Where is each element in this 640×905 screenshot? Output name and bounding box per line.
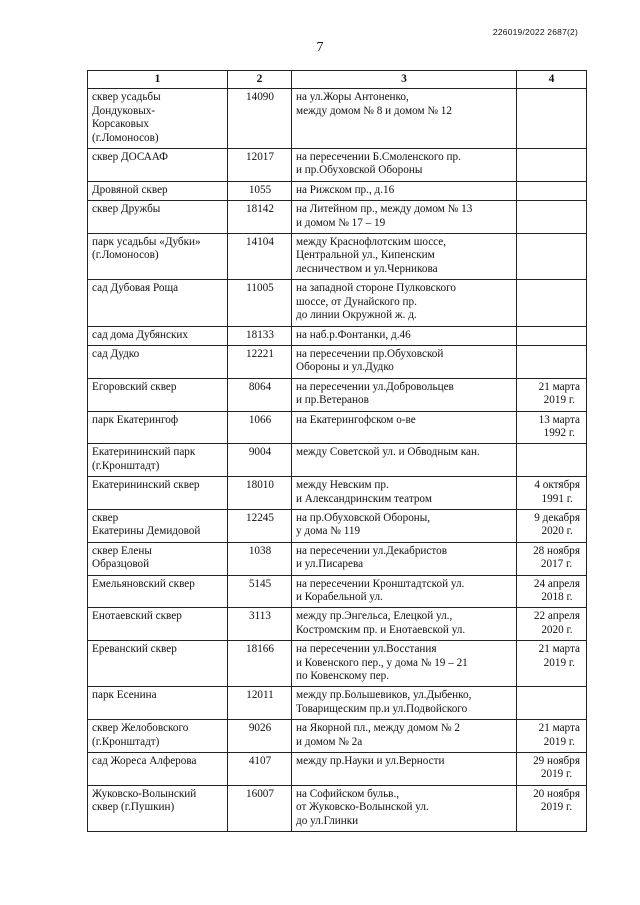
- cell-name: сквер Екатерины Демидовой: [88, 509, 228, 542]
- cell-location: на пересечении Кронштадтской ул. и Корабельной ул.: [292, 575, 517, 608]
- table-row: [88, 280, 587, 326]
- cell-date: [517, 201, 587, 234]
- table-row: [88, 378, 587, 411]
- cell-location: на пересечении ул.Декабристов и ул.Писарева: [292, 542, 517, 575]
- column-header: 4: [517, 71, 587, 89]
- cell-location: на пересечении пр.Обуховской Обороны и ул.Дудко: [292, 345, 517, 378]
- cell-name: Дровяной сквер: [88, 181, 228, 200]
- cell-location: на пересечении Б.Смоленского пр. и пр.Обуховской Обороны: [292, 149, 517, 182]
- date-value: 21 марта 2019 г.: [538, 643, 580, 669]
- table-row: [88, 608, 587, 641]
- cell-date: [517, 280, 587, 326]
- cell-date: [517, 326, 587, 345]
- date-value: 4 октября 1991 г.: [534, 479, 580, 505]
- cell-location: между Невским пр. и Александринским театром: [292, 477, 517, 510]
- cell-name: сад Дудко: [88, 345, 228, 378]
- cell-name: Енотаевский сквер: [88, 608, 228, 641]
- page-number: 7: [316, 40, 324, 55]
- table-row: [88, 509, 587, 542]
- cell-code: 14090: [228, 89, 292, 149]
- cell-name: Жуковско-Волынский сквер (г.Пушкин): [88, 785, 228, 831]
- table-row: [88, 687, 587, 720]
- cell-code: 16007: [228, 785, 292, 831]
- cell-date: [517, 753, 587, 786]
- cell-code: 12245: [228, 509, 292, 542]
- cell-name: парк Екатерингоф: [88, 411, 228, 444]
- cell-location: между пр.Науки и ул.Верности: [292, 753, 517, 786]
- cell-name: сквер Елены Образцовой: [88, 542, 228, 575]
- cell-location: между Краснофлотским шоссе, Центральной ул., Кипенским лесничеством и ул.Черникова: [292, 234, 517, 280]
- cell-code: 3113: [228, 608, 292, 641]
- cell-date: [517, 234, 587, 280]
- table-row: [88, 89, 587, 149]
- cell-date: [517, 785, 587, 831]
- table-row: [88, 575, 587, 608]
- table-row: [88, 181, 587, 200]
- cell-location: между Советской ул. и Обводным кан.: [292, 444, 517, 477]
- table-row: [88, 326, 587, 345]
- cell-date: [517, 641, 587, 687]
- cell-name: Екатерининский сквер: [88, 477, 228, 510]
- table-row: [88, 345, 587, 378]
- table-row: [88, 477, 587, 510]
- cell-date: [517, 411, 587, 444]
- cell-name: сад Дубовая Роща: [88, 280, 228, 326]
- cell-location: на Рижском пр., д.16: [292, 181, 517, 200]
- cell-location: между пр.Энгельса, Елецкой ул., Костромским пр. и Енотаевской ул.: [292, 608, 517, 641]
- cell-name: Ереванский сквер: [88, 641, 228, 687]
- cell-date: [517, 345, 587, 378]
- date-value: 13 марта 1992 г.: [538, 413, 580, 439]
- table-row: [88, 411, 587, 444]
- cell-location: на пересечении ул.Добровольцев и пр.Ветеранов: [292, 378, 517, 411]
- date-value: 9 декабря 2020 г.: [534, 511, 580, 538]
- cell-code: 18142: [228, 201, 292, 234]
- cell-code: 1055: [228, 181, 292, 200]
- table-row: [88, 444, 587, 477]
- cell-location: между пр.Большевиков, ул.Дыбенко, Товарищеским пр.и ул.Подвойского: [292, 687, 517, 720]
- column-header: 2: [228, 71, 292, 89]
- cell-code: 14104: [228, 234, 292, 280]
- cell-name: Екатерининский парк (г.Кронштадт): [88, 444, 228, 477]
- cell-code: 12017: [228, 149, 292, 182]
- table-row: [88, 234, 587, 280]
- table-row: [88, 149, 587, 182]
- cell-code: 12011: [228, 687, 292, 720]
- cell-name: парк усадьбы «Дубки» (г.Ломоносов): [88, 234, 228, 280]
- date-value: 29 ноября 2019 г.: [533, 755, 580, 781]
- date-value: 24 апреля 2018 г.: [533, 577, 580, 603]
- cell-date: [517, 542, 587, 575]
- cell-code: 9004: [228, 444, 292, 477]
- table-body: [88, 89, 587, 832]
- cell-date: [517, 181, 587, 200]
- cell-code: 1038: [228, 542, 292, 575]
- cell-code: 5145: [228, 575, 292, 608]
- cell-name: Емельяновский сквер: [88, 575, 228, 608]
- cell-date: [517, 149, 587, 182]
- cell-code: 11005: [228, 280, 292, 326]
- cell-name: парк Есенина: [88, 687, 228, 720]
- cell-date: [517, 378, 587, 411]
- cell-location: на Якорной пл., между домом № 2 и домом № 2а: [292, 720, 517, 753]
- date-value: 28 ноября 2017 г.: [533, 544, 580, 571]
- table-row: [88, 720, 587, 753]
- cell-code: 18133: [228, 326, 292, 345]
- cell-name: сквер Желобовского (г.Кронштадт): [88, 720, 228, 753]
- cell-name: Егоровский сквер: [88, 378, 228, 411]
- cell-location: на наб.р.Фонтанки, д.46: [292, 326, 517, 345]
- cell-name: сквер усадьбы Дондуковых- Корсаковых (г.Ломоносов): [88, 89, 228, 149]
- cell-code: 1066: [228, 411, 292, 444]
- parks-table: [87, 70, 587, 832]
- cell-code: 4107: [228, 753, 292, 786]
- cell-location: на пересечении ул.Восстания и Ковенского пер., у дома № 19 – 21 по Ковенскому пер.: [292, 641, 517, 687]
- cell-code: 9026: [228, 720, 292, 753]
- cell-date: [517, 687, 587, 720]
- cell-location: на Екатерингофском о-ве: [292, 411, 517, 444]
- cell-date: [517, 477, 587, 510]
- date-value: 22 апреля 2020 г.: [533, 610, 580, 636]
- cell-code: 8064: [228, 378, 292, 411]
- cell-date: [517, 575, 587, 608]
- cell-location: на пр.Обуховской Обороны, у дома № 119: [292, 509, 517, 542]
- cell-location: на Софийском бульв., от Жуковско-Волынской ул. до ул.Глинки: [292, 785, 517, 831]
- cell-name: сквер Дружбы: [88, 201, 228, 234]
- cell-name: сад Жореса Алферова: [88, 753, 228, 786]
- table-row: [88, 201, 587, 234]
- cell-code: 12221: [228, 345, 292, 378]
- cell-code: 18166: [228, 641, 292, 687]
- column-header: 3: [292, 71, 517, 89]
- table-header-row: [88, 71, 587, 89]
- column-header: 1: [88, 71, 228, 89]
- table-row: [88, 641, 587, 687]
- cell-name: сад дома Дубянских: [88, 326, 228, 345]
- cell-location: на ул.Жоры Антоненко, между домом № 8 и домом № 12: [292, 89, 517, 149]
- cell-code: 18010: [228, 477, 292, 510]
- cell-name: сквер ДОСААФ: [88, 149, 228, 182]
- cell-location: на Литейном пр., между домом № 13 и домом № 17 – 19: [292, 201, 517, 234]
- date-value: 21 марта 2019 г.: [538, 722, 580, 748]
- date-value: 20 ноября 2019 г.: [533, 787, 580, 814]
- table-row: [88, 753, 587, 786]
- table-row: [88, 542, 587, 575]
- cell-location: на западной стороне Пулковского шоссе, от Дунайского пр. до линии Окружной ж. д.: [292, 280, 517, 326]
- cell-date: [517, 608, 587, 641]
- cell-date: [517, 444, 587, 477]
- cell-date: [517, 89, 587, 149]
- cell-date: [517, 509, 587, 542]
- table-row: [88, 785, 587, 831]
- document-number: 226019/2022 2687(2): [492, 27, 578, 37]
- cell-date: [517, 720, 587, 753]
- date-value: 21 марта 2019 г.: [538, 380, 580, 407]
